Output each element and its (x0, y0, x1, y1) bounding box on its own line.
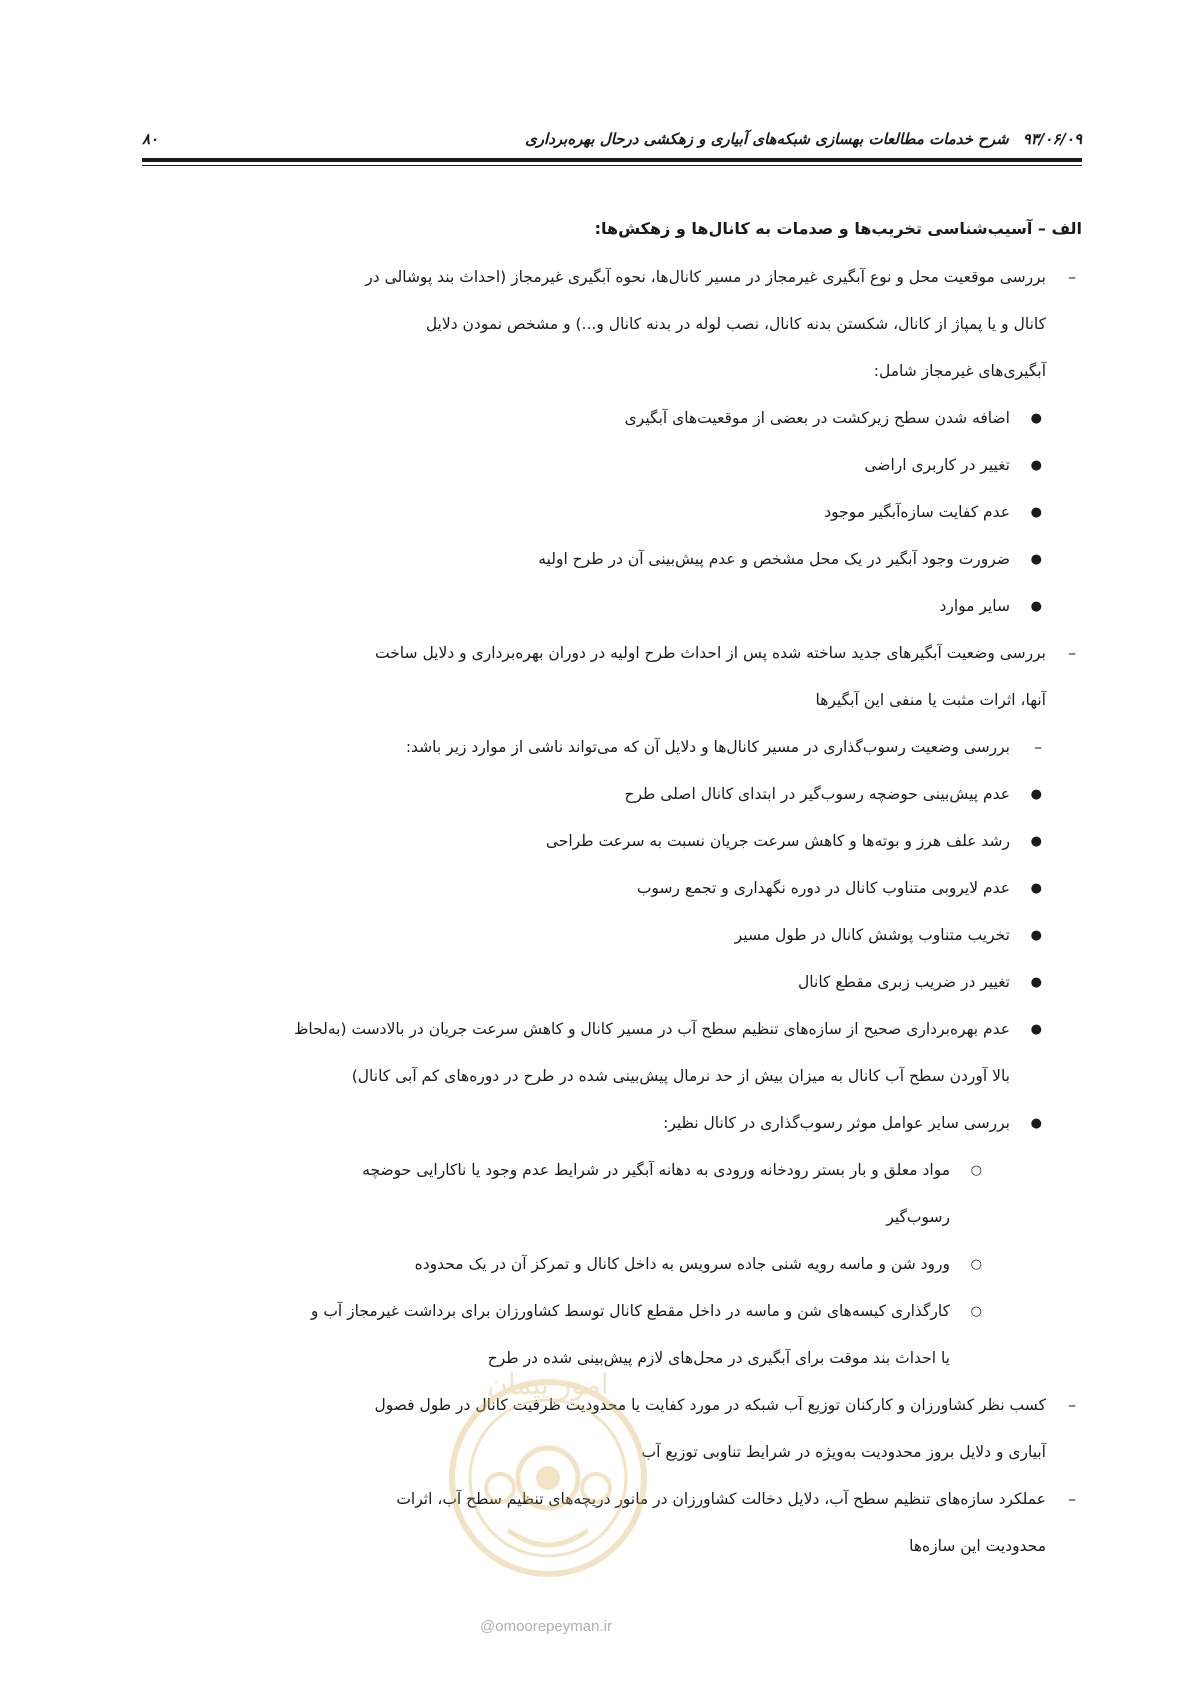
header-text (525, 130, 1082, 148)
bullet-item (142, 489, 1082, 536)
watermark-logo (438, 1360, 658, 1590)
watermark-site: @omoorepeyman.ir (480, 1618, 612, 1635)
bullet-marker: ● (1030, 928, 1042, 943)
item-text-line: یا احداث بند موقت برای آبگیری در محل‌های لازم پیش‌بینی شده در طرح (487, 1349, 950, 1367)
bullet-item (142, 818, 1082, 865)
item-text-line: سایر موارد (939, 597, 1010, 615)
item-text-line: بررسی وضعیت آبگیرهای جدید ساخته شده پس از احداث طرح اولیه در دوران بهره‌برداری و دلایل ساخت (375, 644, 1046, 662)
bullet-item (142, 865, 1082, 912)
item-text-line: تخریب متناوب پوشش کانال در طول مسیر (734, 926, 1010, 944)
item-text-line: تغییر در کاربری اراضی (864, 456, 1010, 474)
dash-marker: – (1068, 1490, 1076, 1508)
bullet-marker: ● (1030, 552, 1042, 567)
item-text-line: بررسی وضعیت رسوب‌گذاری در مسیر کانال‌ها و دلایل آن که می‌تواند ناشی از موارد زیر باشد: (405, 738, 1010, 756)
item-text-line: رسوب‌گیر (886, 1208, 950, 1226)
item-text-line: عدم لایروبی متناوب کانال در دوره نگهداری و تجمع رسوب (636, 879, 1010, 897)
bullet-item (142, 395, 1082, 442)
item-text-line: اضافه شدن سطح زیرکشت در بعضی از موقعیت‌های آبگیری (624, 409, 1010, 427)
dash-marker: – (1068, 1396, 1076, 1414)
bullet-marker: ● (1030, 599, 1042, 614)
watermark-logo-text: امور پیمان (487, 1368, 609, 1401)
circle-item (142, 1241, 1082, 1288)
dash-marker: – (1068, 644, 1076, 662)
item-text-line: محدودیت این سازه‌ها (909, 1537, 1046, 1555)
bullet-item (142, 771, 1082, 818)
item-text-line: عملکرد سازه‌های تنظیم سطح آب، دلایل دخالت کشاورزان در مانور دریچه‌های تنظیم سطح آب، اثرات (396, 1490, 1046, 1508)
item-text-line: بررسی سایر عوامل موثر رسوب‌گذاری در کانال نظیر: (663, 1114, 1010, 1132)
bullet-item (142, 1006, 1082, 1100)
item-text-line: بالا آوردن سطح آب کانال به میزان بیش از حد نرمال پیش‌بینی شده در طرح در دوره‌های کم آبی کانال) (351, 1067, 1010, 1085)
dash-inset-item (142, 724, 1082, 771)
circle-item (142, 1147, 1082, 1241)
item-text-line: عدم پیش‌بینی حوضچه رسوب‌گیر در ابتدای کانال اصلی طرح (624, 785, 1010, 803)
bullet-item (142, 536, 1082, 583)
bullet-marker: ● (1030, 1022, 1042, 1037)
item-text-line: عدم بهره‌برداری صحیح از سازه‌های تنظیم سطح آب در مسیر کانال و کاهش سرعت جریان در بالادست (به‌لحاظ (294, 1020, 1010, 1038)
item-text-line: ورود شن و ماسه رویه شنی جاده سرویس به داخل کانال و تمرکز آن در یک محدوده (414, 1255, 950, 1273)
bullet-item (142, 1100, 1082, 1147)
item-text-line: کارگذاری کیسه‌های شن و ماسه در داخل مقطع کانال توسط کشاورزان برای برداشت غیرمجاز آب و (310, 1302, 950, 1320)
bullet-marker: ● (1030, 834, 1042, 849)
circle-marker: ○ (970, 1257, 982, 1272)
item-text-line: رشد علف هرز و بوته‌ها و کاهش سرعت جریان نسبت به سرعت طراحی (545, 832, 1010, 850)
circle-marker: ○ (970, 1304, 982, 1319)
header-title: شرح خدمات مطالعات بهسازی شبکه‌های آبیاری و زهکشی درحال بهره‌برداری (525, 130, 1009, 148)
item-text-line: آنها، اثرات مثبت یا منفی این آبگیرها (815, 691, 1046, 709)
bullet-marker: ● (1030, 411, 1042, 426)
bullet-marker: ● (1030, 505, 1042, 520)
header-rule-thick (142, 158, 1082, 162)
dash-item (142, 630, 1082, 724)
item-text-line: ضرورت وجود آبگیر در یک محل مشخص و عدم پیش‌بینی آن در طرح اولیه (538, 550, 1010, 568)
dash-item (142, 254, 1082, 395)
bullet-marker: ● (1030, 458, 1042, 473)
item-text-line: آبگیری‌های غیرمجاز شامل: (873, 362, 1046, 380)
page-number: ۸۰ (142, 130, 159, 148)
bullet-item (142, 442, 1082, 489)
item-text-line: آبیاری و دلایل بروز محدودیت به‌ویژه در شرایط تناوبی توزیع آب (641, 1443, 1046, 1461)
item-text-line: عدم کفایت سازه‌آبگیر موجود (824, 503, 1010, 521)
dash-marker: – (1068, 268, 1076, 286)
page-header (142, 128, 1082, 154)
item-text-line: بررسی موقعیت محل و نوع آبگیری غیرمجاز در مسیر کانال‌ها، نحوه آبگیری غیرمجاز (احداث بند پوشالی در (365, 268, 1046, 286)
item-text-line: مواد معلق و بار بستر رودخانه ورودی به دهانه آبگیر در شرایط عدم وجود یا ناکارایی حوضچه (362, 1161, 950, 1179)
header-date: ۹۳/۰۶/۰۹ (1022, 130, 1082, 148)
bullet-item (142, 583, 1082, 630)
item-text-line: کانال و یا پمپاژ از کانال، شکستن بدنه کانال، نصب لوله در بدنه کانال و...) و مشخص نمودن دلایل (425, 315, 1046, 333)
dash-marker: – (1034, 738, 1042, 756)
bullet-marker: ● (1030, 1116, 1042, 1131)
bullet-marker: ● (1030, 787, 1042, 802)
item-text-line: کسب نظر کشاورزان و کارکنان توزیع آب شبکه در مورد کفایت یا محدودیت ظرفیت کانال در طول فصول (374, 1396, 1046, 1414)
bullet-item (142, 912, 1082, 959)
circle-marker: ○ (970, 1163, 982, 1178)
bullet-marker: ● (1030, 881, 1042, 896)
bullet-marker: ● (1030, 975, 1042, 990)
section-title: الف – آسیب‌شناسی تخریب‌ها و صدمات به کانال‌ها و زهکش‌ها: (594, 219, 1082, 238)
item-text-line: تغییر در ضریب زبری مقطع کانال (798, 973, 1010, 991)
bullet-item (142, 959, 1082, 1006)
header-rule-thin (142, 165, 1082, 166)
